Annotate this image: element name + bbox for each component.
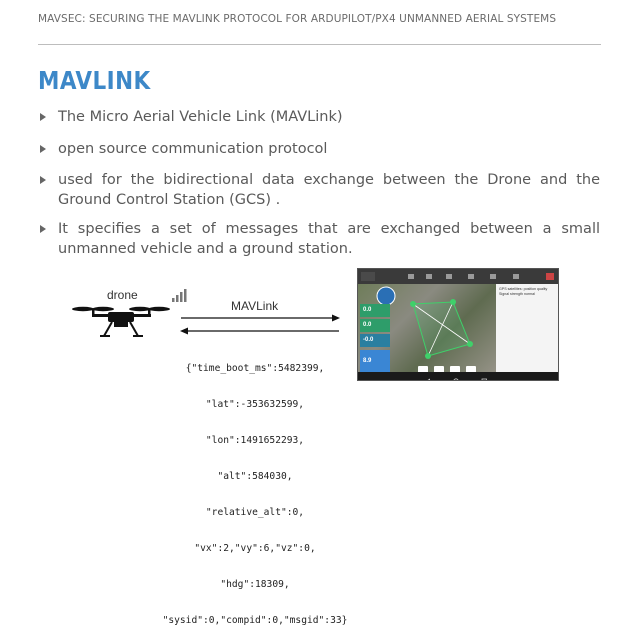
gcs-toolbar xyxy=(358,269,558,284)
telemetry-tile: 8.9 xyxy=(360,350,390,372)
recents-icon xyxy=(482,379,487,381)
message-line: "vx":2,"vy":6,"vz":0, xyxy=(194,543,316,554)
gcs-screenshot xyxy=(357,268,559,381)
message-line: "relative_alt":0, xyxy=(205,507,305,518)
slide-header: MAVSEC: SECURING THE MAVLINK PROTOCOL FOR ARDUPILOT/PX4 UNMANNED AERIAL SYSTEMS xyxy=(38,13,557,25)
drone-label: drone xyxy=(107,288,138,302)
gcs-info-panel xyxy=(496,284,558,380)
message-line: "lon":1491652293, xyxy=(205,435,305,446)
bullet-text: used for the bidirectional data exchange between the Drone and the Ground Control Station (GCS) . xyxy=(58,172,600,208)
menu-icon xyxy=(546,273,554,280)
mavlink-label: MAVLink xyxy=(231,299,279,313)
back-icon xyxy=(426,379,430,382)
bullet-text: The Micro Aerial Vehicle Link (MAVLink) xyxy=(58,109,343,125)
telemetry-tile: 0.0 xyxy=(360,319,390,332)
message-line: "lat":-353632599, xyxy=(205,399,305,410)
waypoint-icon xyxy=(410,301,416,307)
drone-icon xyxy=(72,307,170,336)
compass-icon xyxy=(377,287,395,305)
home-icon xyxy=(454,379,458,381)
telemetry-tile: 0.0 xyxy=(360,304,390,317)
mavlink-message xyxy=(150,339,360,639)
gcs-toolbar-icons xyxy=(358,269,558,284)
app-logo-icon xyxy=(361,272,375,281)
message-line: "sysid":0,"compid":0,"msgid":33} xyxy=(162,615,348,626)
slide-title: MAVLINK xyxy=(38,66,151,95)
nav-icons xyxy=(358,377,558,381)
mavlink-arrows xyxy=(180,315,340,335)
telemetry-tile: -0.0 xyxy=(360,334,390,347)
waypoint-icon xyxy=(425,353,431,359)
gcs-map xyxy=(358,284,496,380)
waypoint-icon xyxy=(450,299,456,305)
panel-text: GPS satellites: position quality Signal strength normal xyxy=(499,287,548,296)
bullet-text: It specifies a set of messages that are exchanged between a small unmanned vehicle and a ground station. xyxy=(58,221,600,257)
message-line: "alt":584030, xyxy=(217,471,293,482)
message-line: "hdg":18309, xyxy=(220,579,290,590)
android-nav-bar xyxy=(358,372,558,380)
waypoint-icon xyxy=(467,341,473,347)
telemetry-icons xyxy=(408,274,519,279)
message-line: {"time_boot_ms":5482399, xyxy=(185,363,325,374)
signal-strength-icon xyxy=(172,289,187,302)
bullet-text: open source communication protocol xyxy=(58,141,328,157)
